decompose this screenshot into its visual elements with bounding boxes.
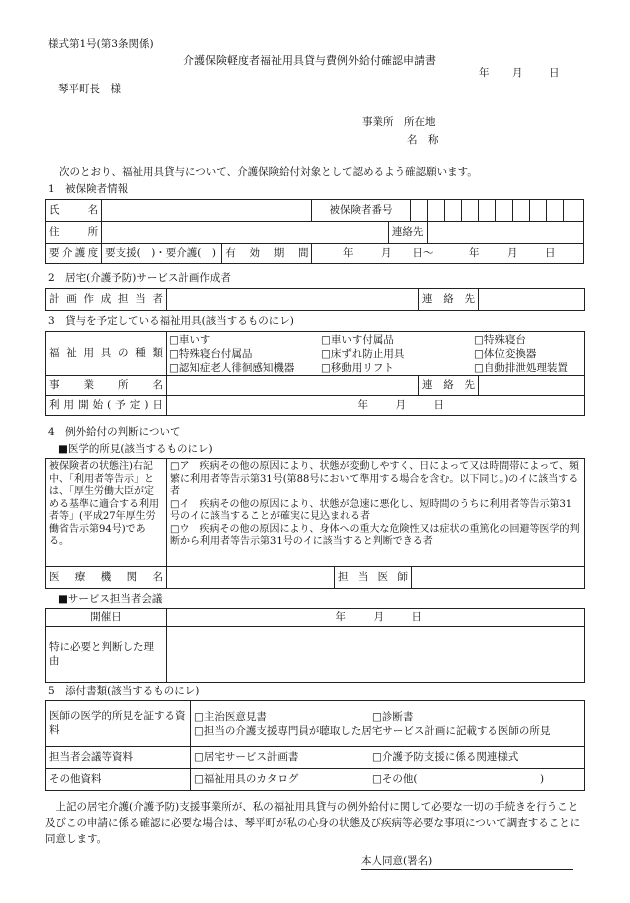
doctor-label: 担当医師 bbox=[335, 567, 412, 589]
validity-period-label: 有効期間 bbox=[222, 244, 312, 264]
medical-findings-heading: ■医学的所見(該当するものにレ) bbox=[58, 443, 213, 455]
option-wheelchair[interactable]: □車いす bbox=[169, 333, 211, 346]
doctor-field[interactable] bbox=[412, 567, 585, 589]
period-from-day: 日〜 bbox=[412, 246, 434, 259]
address-label: 住 所 bbox=[46, 222, 102, 244]
held-year: 年 bbox=[335, 610, 346, 623]
validity-period-value[interactable] bbox=[312, 244, 584, 264]
insured-number-digit[interactable] bbox=[461, 200, 478, 222]
option-mobile-lift[interactable]: □移動用リフト bbox=[321, 361, 394, 374]
form-number: 様式第1号(第3条関係) bbox=[48, 38, 154, 50]
date-year: 年 bbox=[479, 67, 490, 79]
held-day: 日 bbox=[411, 610, 422, 623]
office-name-label: 名 称 bbox=[407, 134, 439, 146]
date-month: 月 bbox=[512, 67, 523, 79]
equipment-table bbox=[45, 331, 585, 416]
condition-options bbox=[167, 459, 585, 567]
held-date-value[interactable] bbox=[167, 609, 585, 627]
institution-field[interactable] bbox=[167, 567, 335, 589]
care-level-value[interactable]: 要支援( )・要介護( ) bbox=[102, 244, 222, 264]
option-wheelchair-accessory[interactable]: □車いす付属品 bbox=[321, 333, 394, 346]
office-field[interactable] bbox=[167, 376, 419, 396]
insured-number-digit[interactable] bbox=[563, 200, 583, 222]
insured-number-label: 被保険者番号 bbox=[312, 200, 410, 222]
section-3-heading: 3 貸与を予定している福祉用具(該当するものにレ) bbox=[48, 315, 294, 327]
name-label: 氏 名 bbox=[46, 200, 102, 222]
contact-label: 連絡先 bbox=[388, 222, 427, 244]
conference-heading: ■サービス担当者会議 bbox=[58, 593, 163, 605]
condition-option-a[interactable]: □ア 疾病その他の原因により、状態が変動しやすく、日によって又は時間帯によって、頻繁に利用者等告示第31号(第88号において準用する場合を含む。以下同じ。)のイに該当する者 bbox=[170, 461, 580, 497]
period-to-day: 日 bbox=[544, 246, 556, 259]
planner-field[interactable] bbox=[167, 289, 419, 311]
section-4-heading: 4 例外給付の判断について bbox=[48, 426, 181, 438]
insured-number-digit[interactable] bbox=[512, 200, 529, 222]
office-label: 事業所名 bbox=[46, 376, 167, 396]
option-care-manager-hearing[interactable]: □担当の介護支援専門員が聴取した居宅サービス計画に記載する医師の所見 bbox=[194, 724, 551, 737]
insured-number-digit[interactable] bbox=[444, 200, 461, 222]
insured-number-digit[interactable] bbox=[495, 200, 512, 222]
start-date-value[interactable] bbox=[167, 396, 585, 416]
conference-materials-label: 担当者会議等資料 bbox=[46, 747, 191, 769]
option-care-plan[interactable]: □居宅サービス計画書 bbox=[194, 750, 299, 763]
other-materials-label: その他資料 bbox=[46, 769, 191, 791]
planner-contact-field[interactable] bbox=[479, 289, 585, 311]
addressee: 琴平町長 様 bbox=[58, 83, 121, 95]
signature-label: 本人同意(署名) bbox=[361, 855, 433, 867]
start-month: 月 bbox=[395, 398, 406, 411]
office-contact-label: 連絡先 bbox=[419, 376, 479, 396]
office-contact-field[interactable] bbox=[479, 376, 585, 396]
insured-number-digit[interactable] bbox=[427, 200, 444, 222]
option-auto-excretion-device[interactable]: □自動排泄処理装置 bbox=[474, 361, 568, 374]
insured-number-digit[interactable] bbox=[546, 200, 563, 222]
address-field[interactable] bbox=[102, 222, 389, 244]
option-position-changer[interactable]: □体位変換器 bbox=[474, 347, 537, 360]
equipment-type-options bbox=[167, 332, 585, 376]
option-prevention-forms[interactable]: □介護予防支援に係る関連様式 bbox=[372, 750, 519, 763]
signature-line[interactable] bbox=[361, 869, 573, 870]
option-special-bed[interactable]: □特殊寝台 bbox=[474, 333, 526, 346]
name-field[interactable] bbox=[102, 200, 312, 222]
condition-option-i[interactable]: □イ 疾病その他の原因により、状態が急速に悪化し、短時間のうちに利用者等告示第31号のイに該当することが確実に見込まれる者 bbox=[170, 498, 573, 522]
start-date-label: 利用開始(予定)日 bbox=[46, 396, 167, 416]
medical-findings-table bbox=[45, 458, 585, 589]
intro-text: 次のとおり、福祉用具貸与について、介護保険給付対象として認めるよう確認願います。 bbox=[59, 166, 478, 178]
consent-text: 上記の居宅介護(介護予防)支援事業所が、私の福祉用具貸与の例外給付に関して必要な一切の手続きを行うこと及びこの申請に係る確認に必要な場合は、琴平町が私の心身の状態及び疾病等必要な事項について調査することに同意します。 bbox=[45, 801, 581, 845]
institution-label: 医療機関名 bbox=[46, 567, 167, 589]
planner-contact-label: 連絡先 bbox=[419, 289, 479, 311]
conference-table bbox=[45, 608, 585, 683]
option-dementia-wandering-sensor[interactable]: □認知症老人徘徊感知機器 bbox=[169, 361, 295, 374]
option-other[interactable]: □その他( bbox=[372, 772, 418, 785]
condition-option-u[interactable]: □ウ 疾病その他の原因により、身体への重大な危険性又は症状の重篤化の回避等医学的判断から利用者等告示第31号のイに該当すると判断できる者 bbox=[170, 523, 580, 547]
care-level-label: 要介護度 bbox=[46, 244, 102, 264]
period-from-year: 年 bbox=[342, 246, 354, 259]
form-title: 介護保険軽度者福祉用具貸与費例外給付確認申請書 bbox=[183, 54, 436, 67]
period-to-month: 月 bbox=[506, 246, 518, 259]
held-date-label: 開催日 bbox=[46, 609, 167, 627]
option-attending-physician-opinion[interactable]: □主治医意見書 bbox=[194, 710, 267, 723]
medical-evidence-label: 医師の医学的所見を証する資料 bbox=[46, 701, 191, 747]
medical-evidence-options bbox=[191, 701, 585, 747]
planner-table bbox=[45, 288, 585, 311]
contact-field[interactable] bbox=[427, 222, 583, 244]
section-2-heading: 2 居宅(介護予防)サービス計画作成者 bbox=[48, 272, 231, 284]
held-month: 月 bbox=[373, 610, 384, 623]
insured-number-digit[interactable] bbox=[410, 200, 427, 222]
insured-number-digit[interactable] bbox=[478, 200, 495, 222]
reason-label: 特に必要と判断した理由 bbox=[46, 627, 167, 683]
planner-label: 計画作成担当者 bbox=[46, 289, 167, 311]
section-5-heading: 5 添付書類(該当するものにレ) bbox=[48, 685, 200, 697]
period-to-year: 年 bbox=[468, 246, 480, 259]
option-bedsore-prevention[interactable]: □床ずれ防止用具 bbox=[321, 347, 405, 360]
office-address-label: 事業所 所在地 bbox=[362, 116, 436, 128]
insured-number-digit[interactable] bbox=[529, 200, 546, 222]
option-equipment-catalog[interactable]: □福祉用具のカタログ bbox=[194, 772, 299, 785]
option-other-close: ) bbox=[540, 772, 545, 785]
insured-info-table bbox=[45, 199, 584, 264]
option-special-bed-accessory[interactable]: □特殊寝台付属品 bbox=[169, 347, 253, 360]
start-year: 年 bbox=[357, 398, 368, 411]
attachments-table bbox=[45, 700, 585, 791]
option-medical-certificate[interactable]: □診断書 bbox=[372, 710, 414, 723]
insured-condition-label: 被保険者の状態注)右記中、「利用者等告示」とは、「厚生労働大臣が定める基準に適合する利用者等」(平成27年厚生労働省告示第94号)である。 bbox=[46, 459, 167, 567]
equipment-type-label: 福祉用具の種類 bbox=[46, 332, 167, 376]
reason-field[interactable] bbox=[167, 627, 585, 683]
date-day: 日 bbox=[549, 67, 560, 79]
section-1-heading: 1 被保険者情報 bbox=[48, 183, 129, 195]
start-day: 日 bbox=[433, 398, 444, 411]
period-from-month: 月 bbox=[380, 246, 392, 259]
